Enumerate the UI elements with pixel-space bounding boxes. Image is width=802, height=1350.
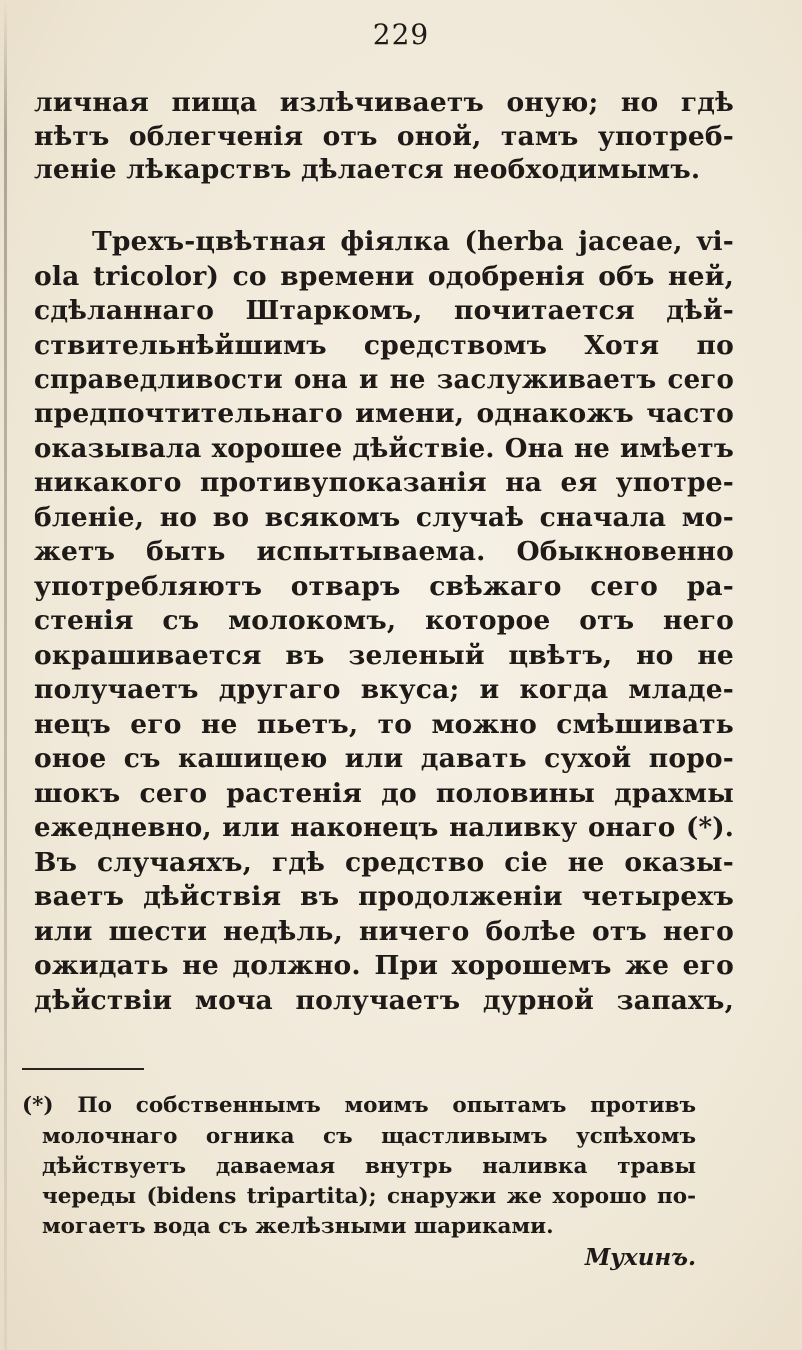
body-line-5: ola tricolor) со времени одобренія объ ней, — [34, 261, 734, 292]
page-number: 229 — [372, 18, 430, 51]
body-line-25: ожидать не должно. При хорошемъ же его — [34, 950, 734, 981]
body-line-18: нецъ его не пьетъ, то можно смѣшивать — [34, 709, 734, 740]
body-line-14: употребляютъ отваръ свѣжаго сего ра- — [34, 571, 734, 602]
footnote-signature: Мухинъ. — [584, 1244, 696, 1271]
body-line-23: ваетъ дѣйствія въ продолженіи четырехъ — [34, 881, 734, 912]
body-line-12: бленіе, но во всякомъ случаѣ сначала мо- — [34, 502, 734, 533]
body-line-26: дѣйствіи моча получаетъ дурной запахъ, — [34, 985, 734, 1016]
body-line-8: справедливости она и не заслуживаетъ сего — [34, 365, 734, 395]
body-line-10: оказывала хорошее дѣйствіе. Она не имѣетъ — [34, 434, 734, 464]
footnote-line-5: могаетъ вода съ желѣзными шариками. — [42, 1214, 554, 1239]
body-line-20: шокъ сего растенія до половины драхмы — [34, 778, 734, 809]
body-line-22: Въ случаяхъ, гдѣ средство сіе не оказы- — [34, 847, 734, 878]
footnote-line-3: дѣйствуетъ даваемая внутрь наливка травы — [42, 1154, 696, 1179]
body-line-2: нѣтъ облегченія отъ оной, тамъ употреб- — [34, 121, 734, 152]
body-line-15: стенія съ молокомъ, которое отъ него — [34, 605, 734, 636]
body-line-7: ствительнѣйшимъ средствомъ Хотя по — [34, 330, 734, 361]
body-line-21: ежедневно, или наконецъ наливку онаго (*). — [34, 813, 734, 843]
body-line-19: оное съ кашицею или давать сухой поро- — [34, 743, 734, 774]
body-line-24: или шести недѣль, ничего болѣе отъ него — [34, 916, 734, 947]
body-line-17: получаетъ другаго вкуса; и когда младе- — [34, 674, 734, 705]
body-line-1: личная пища излѣчиваетъ оную; но гдѣ — [34, 87, 734, 118]
body-line-6: сдѣланнаго Штаркомъ, почитается дѣй- — [34, 295, 734, 326]
body-line-11: никакого противупоказанія на ея употре- — [34, 467, 734, 498]
footnote-separator — [22, 1068, 144, 1070]
body-line-3: леніе лѣкарствъ дѣлается необходимымъ. — [34, 154, 701, 185]
body-line-16: окрашивается въ зеленый цвѣтъ, но не — [34, 640, 734, 671]
body-line-4: Трехъ-цвѣтная фіялка (herba jaceae, vi- — [92, 226, 734, 257]
footnote-line-4: череды (bidens tripartita); снаружи же хорошо по- — [42, 1184, 696, 1209]
body-line-9: предпочтительнаго имени, однакожъ часто — [34, 398, 734, 429]
footnote-line-1: (*) По собственнымъ моимъ опытамъ противъ — [22, 1093, 696, 1118]
body-line-13: жетъ быть испытываема. Обыкновенно — [34, 536, 734, 567]
page-gutter-edge — [4, 0, 7, 1350]
footnote-line-2: молочнаго огника съ щастливымъ успѣхомъ — [42, 1124, 696, 1149]
